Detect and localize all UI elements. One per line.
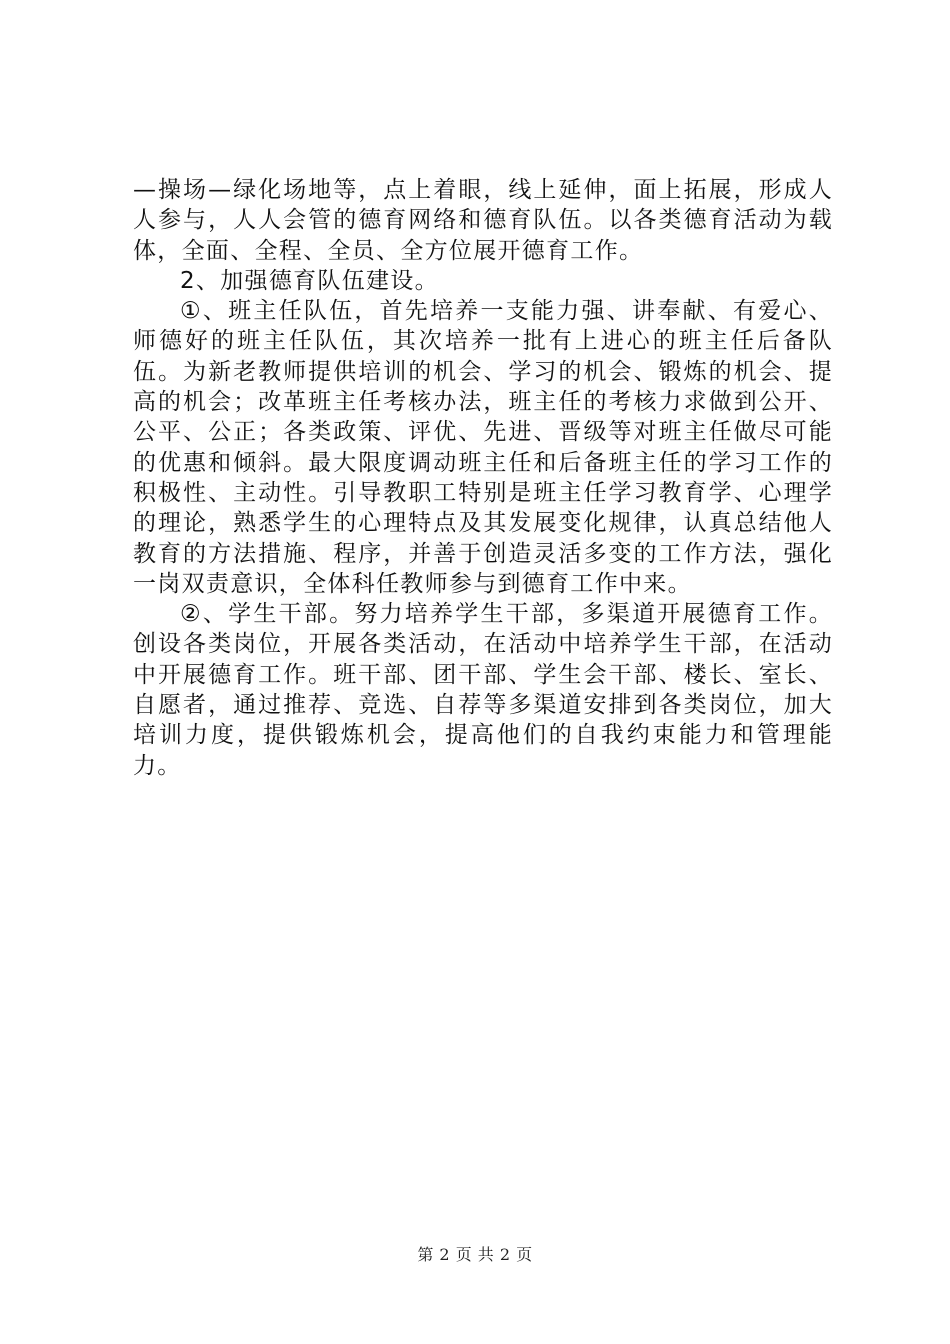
paragraph-continuation: —操场—绿化场地等，点上着眼，线上延伸，面上拓展，形成人人参与，人人会管的德育网络和德育队伍。以各类德育活动为载体，全面、全程、全员、全方位展开德育工作。	[133, 177, 833, 264]
document-body	[133, 175, 833, 781]
paragraph-class-teachers: ①、班主任队伍，首先培养一支能力强、讲奉献、有爱心、师德好的班主任队伍，其次培养一批有上进心的班主任后备队伍。为新老教师提供培训的机会、学习的机会、锻炼的机会、提高的机会；改革班主任考核办法，班主任的考核力求做到公开、公平、公正；各类政策、评优、先进、晋级等对班主任做尽可能的优惠和倾斜。最大限度调动班主任和后备班主任的学习工作的积极性、主动性。引导教职工特别是班主任学习教育学、心理学的理论，熟悉学生的心理特点及其发展变化规律，认真总结他人教育的方法措施、程序，并善于创造灵活多变的工作方法，强化一岗双责意识，全体科任教师参与到德育工作中来。	[133, 298, 833, 597]
section-heading-2: 2、加强德育队伍建设。	[180, 267, 439, 294]
paragraph-student-leaders: ②、学生干部。努力培养学生干部，多渠道开展德育工作。创设各类岗位，开展各类活动，在活动中培养学生干部，在活动中开展德育工作。班干部、团干部、学生会干部、楼长、室长、自愿者，通过推荐、竞选、自荐等多渠道安排到各类岗位，加大培训力度，提供锻炼机会，提高他们的自我约束能力和管理能力。	[133, 601, 833, 779]
page-number-footer: 第 2 页 共 2 页	[417, 1245, 533, 1264]
